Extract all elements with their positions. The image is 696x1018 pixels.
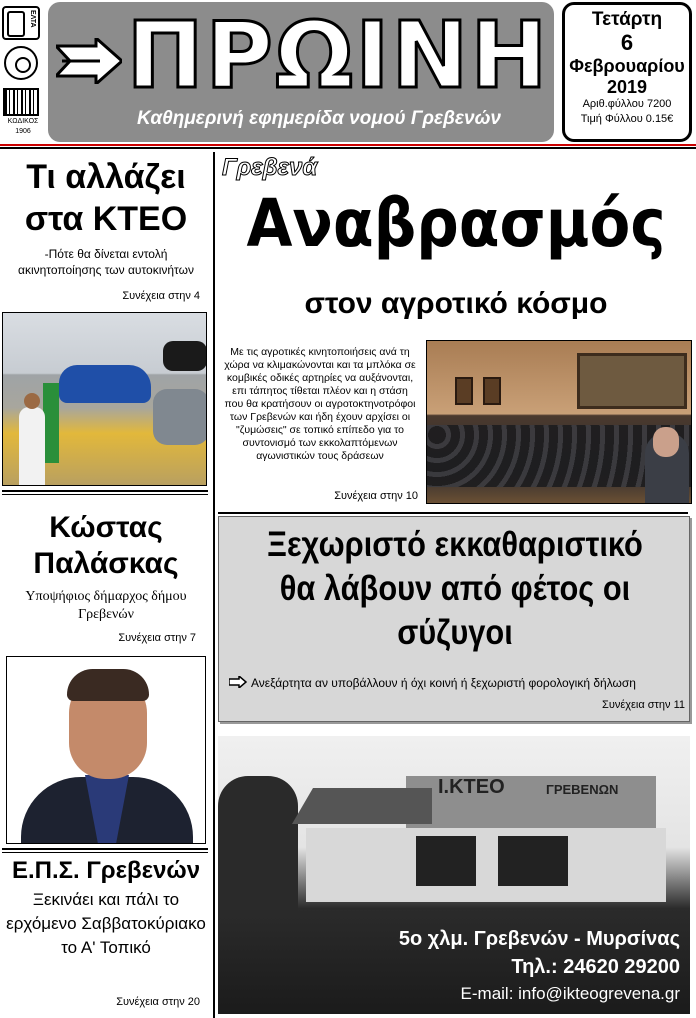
ktea-headline[interactable]: Τι αλλάζει στα ΚΤΕΟ [24,158,188,238]
photo-painting [577,353,687,409]
newspaper-subtitle: Καθημερινή εφημερίδα νομού Γρεβενών [137,108,501,129]
ktea-subheadline: -Πότε θα δίνεται εντολή ακινητοποίησης των αυτοκινήτων [18,247,194,277]
ad-building-lower [306,828,666,902]
seal-icon [4,46,38,80]
section-rule [2,490,208,495]
issue-price: Τιμή Φύλλου 0.15€ [580,113,674,125]
ad-email[interactable]: E-mail: info@ikteogrevena.gr [460,984,680,1003]
lead-rule [218,512,688,514]
ad-address: 5ο χλμ. Γρεβενών - Μυρσίνας [398,928,680,950]
ad-window [416,836,476,886]
portrait-hair [67,669,149,701]
photo-inspector-head [24,393,40,409]
issue-number: Αριθ.φύλλου 7200 [582,98,672,110]
ad-canopy [292,788,432,824]
lead-body: Με τις αγροτικές κινητοποιήσεις ανά τη χώρα να κλιμακώνονται και τα μπλόκα σε κομβικές οδικές αρτηρίες να αυξάνονται, επι τάπητος τίθεται πλέον και η στάση που θα κρατήσουν οι αγροτοκτηνοτρόφοι των Γρεβενών και ήδη έχουν αρχίσει οι "ζυμώσεις" σε τοπικό επίπεδο για το συντονισμό των εκκολαπτόμενων αγωνιστικών τους δράσεων [224,346,416,462]
logo-box [48,2,554,142]
date-month: Φεβρουαρίου [569,56,685,76]
lead-kicker: Γρεβενά [222,154,318,181]
newspaper-title: ΠΡΩΙΝΗ [126,2,550,109]
masthead-red-rule [0,144,696,146]
arrow-right-icon [229,676,247,688]
tax-headline[interactable]: Ξεχωριστό εκκαθαριστικό θα λάβουν από φέτος οι σύζυγοι [267,525,643,652]
barcode-icon [3,88,39,116]
tax-continued-link[interactable]: Συνέχεια στην 11 [602,699,685,711]
column-divider [213,152,215,1018]
code-label: ΚΩΔΙΚΟΣ [7,118,39,125]
lead-continued-link[interactable]: Συνέχεια στην 10 [334,490,418,502]
eps-headline[interactable]: Ε.Π.Σ. Γρεβενών [11,857,201,884]
code-value: 1906 [15,128,31,135]
ktea-inspection-photo [2,312,207,486]
photo-car-grey [153,389,207,445]
photo-inspector [19,407,45,486]
lead-headline[interactable]: Αναβρασμός [246,185,666,262]
date-number: 6 [620,30,634,55]
lead-subheadline: στον αγροτικό κόσμο [304,287,608,320]
photo-car-blue [59,365,151,403]
farmers-meeting-photo [426,340,692,504]
tax-subheadline-text: Ανεξάρτητα αν υποβάλλουν ή όχι κοινή ή ξεχωριστή φορολογική δήλωση [251,676,636,690]
ktea-continued-link[interactable]: Συνέχεια στην 4 [122,290,200,302]
section-rule [2,848,208,853]
photo-car-dark [163,341,207,371]
elta-label: ΕΛΤΑ [29,10,36,28]
photo-frame [483,377,501,405]
photo-man-face [653,427,679,457]
candidate-portrait [6,656,206,844]
elta-signature-icon [7,11,25,37]
tax-subheadline [229,675,689,691]
photo-lift [43,383,59,463]
ad-window [498,836,568,886]
date-box [562,2,692,142]
eps-body: Ξεκινάει και πάλι το ερχόμενο Σαββατοκύριακο το Α' Τοπικό [6,890,206,957]
date-day: Τετάρτη [591,9,663,30]
ad-trees [218,776,298,916]
ad-building-sign-city: ΓΡΕΒΕΝΩΝ [546,782,619,797]
elta-badge [2,6,40,40]
kostas-subheadline: Υποψήφιος δήμαρχος δήμου Γρεβενών [25,589,187,622]
kostas-headline[interactable]: Κώστας Παλάσκας [33,511,179,580]
photo-frame [455,377,473,405]
eps-continued-link[interactable]: Συνέχεια στην 20 [116,996,200,1008]
logo-arrow-icon [56,38,122,84]
masthead-black-rule [0,147,696,149]
date-year: 2019 [606,77,648,97]
masthead [0,0,696,146]
left-badges [2,6,44,144]
ikteo-advertisement[interactable] [218,736,690,1014]
kostas-continued-link[interactable]: Συνέχεια στην 7 [118,632,196,644]
tax-story-box [218,516,690,722]
ad-building-sign: Ι.ΚΤΕΟ [438,776,505,798]
ad-phone[interactable]: Τηλ.: 24620 29200 [511,956,680,978]
